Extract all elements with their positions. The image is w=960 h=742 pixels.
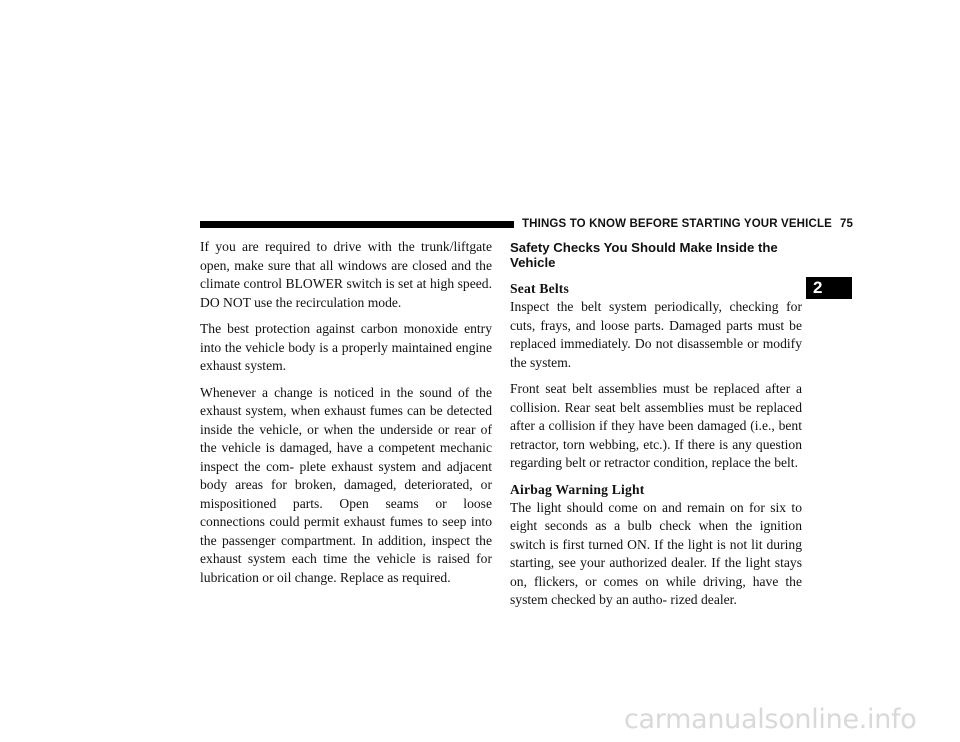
left-column	[200, 238, 492, 595]
section-heading-safety-checks: Safety Checks You Should Make Inside the Vehicle	[510, 240, 778, 270]
subheading-airbag-warning-light: Airbag Warning Light	[510, 481, 645, 497]
page-number: 75	[839, 218, 854, 230]
running-head	[522, 216, 853, 232]
header-rule	[200, 221, 514, 228]
running-title: THINGS TO KNOW BEFORE STARTING YOUR VEHICLE	[522, 218, 832, 230]
paragraph-carbon-monoxide: The best protection against carbon monoxide entry into the vehicle body is a properly maintained engine exhaust system.	[200, 321, 492, 373]
chapter-tab: 2	[806, 277, 852, 299]
paragraph-airbag-light: The light should come on and remain on for six to eight seconds as a bulb check when the ignition switch is first turned ON. If the light is not lit during starting, see your authorized dealer. If the light stays on, flickers, or comes on while driving, have the system checked by an autho- rized dealer.	[510, 499, 802, 607]
paragraph-trunk-open: If you are required to drive with the trunk/liftgate open, make sure that all windows are closed and the climate control BLOWER switch is set at high speed. DO NOT use the recirculation mode.	[200, 239, 492, 310]
paragraph-seat-belts-inspect: Inspect the belt system periodically, checking for cuts, frays, and loose parts. Damaged parts must be replaced immediately. Do not disassemble or modify the system.	[510, 299, 802, 370]
right-column	[510, 240, 802, 618]
subheading-seat-belts: Seat Belts	[510, 281, 570, 296]
paragraph-seat-belts-replace: Front seat belt assemblies must be replaced after a collision. Rear seat belt assemblies must be replaced after a collision if they have been damaged (i.e., bent retractor, torn webbing, etc.). If there is any question regarding belt or retractor condition, replace the belt.	[510, 381, 802, 470]
watermark-text: carmanualsonline.info	[624, 704, 917, 735]
paragraph-exhaust-inspection: Whenever a change is noticed in the sound of the exhaust system, when exhaust fumes can be detected inside the vehicle, or when the underside or rear of the vehicle is damaged, have a competent mechanic inspect the com- plete exhaust system and adjacent body areas for broken, damaged, deteriorated, or mispositioned parts. Open seams or loose connections could permit exhaust fumes to seep into the passenger compartment. In addition, inspect the exhaust system each time the vehicle is raised for lubrication or oil change. Replace as required.	[200, 384, 492, 585]
